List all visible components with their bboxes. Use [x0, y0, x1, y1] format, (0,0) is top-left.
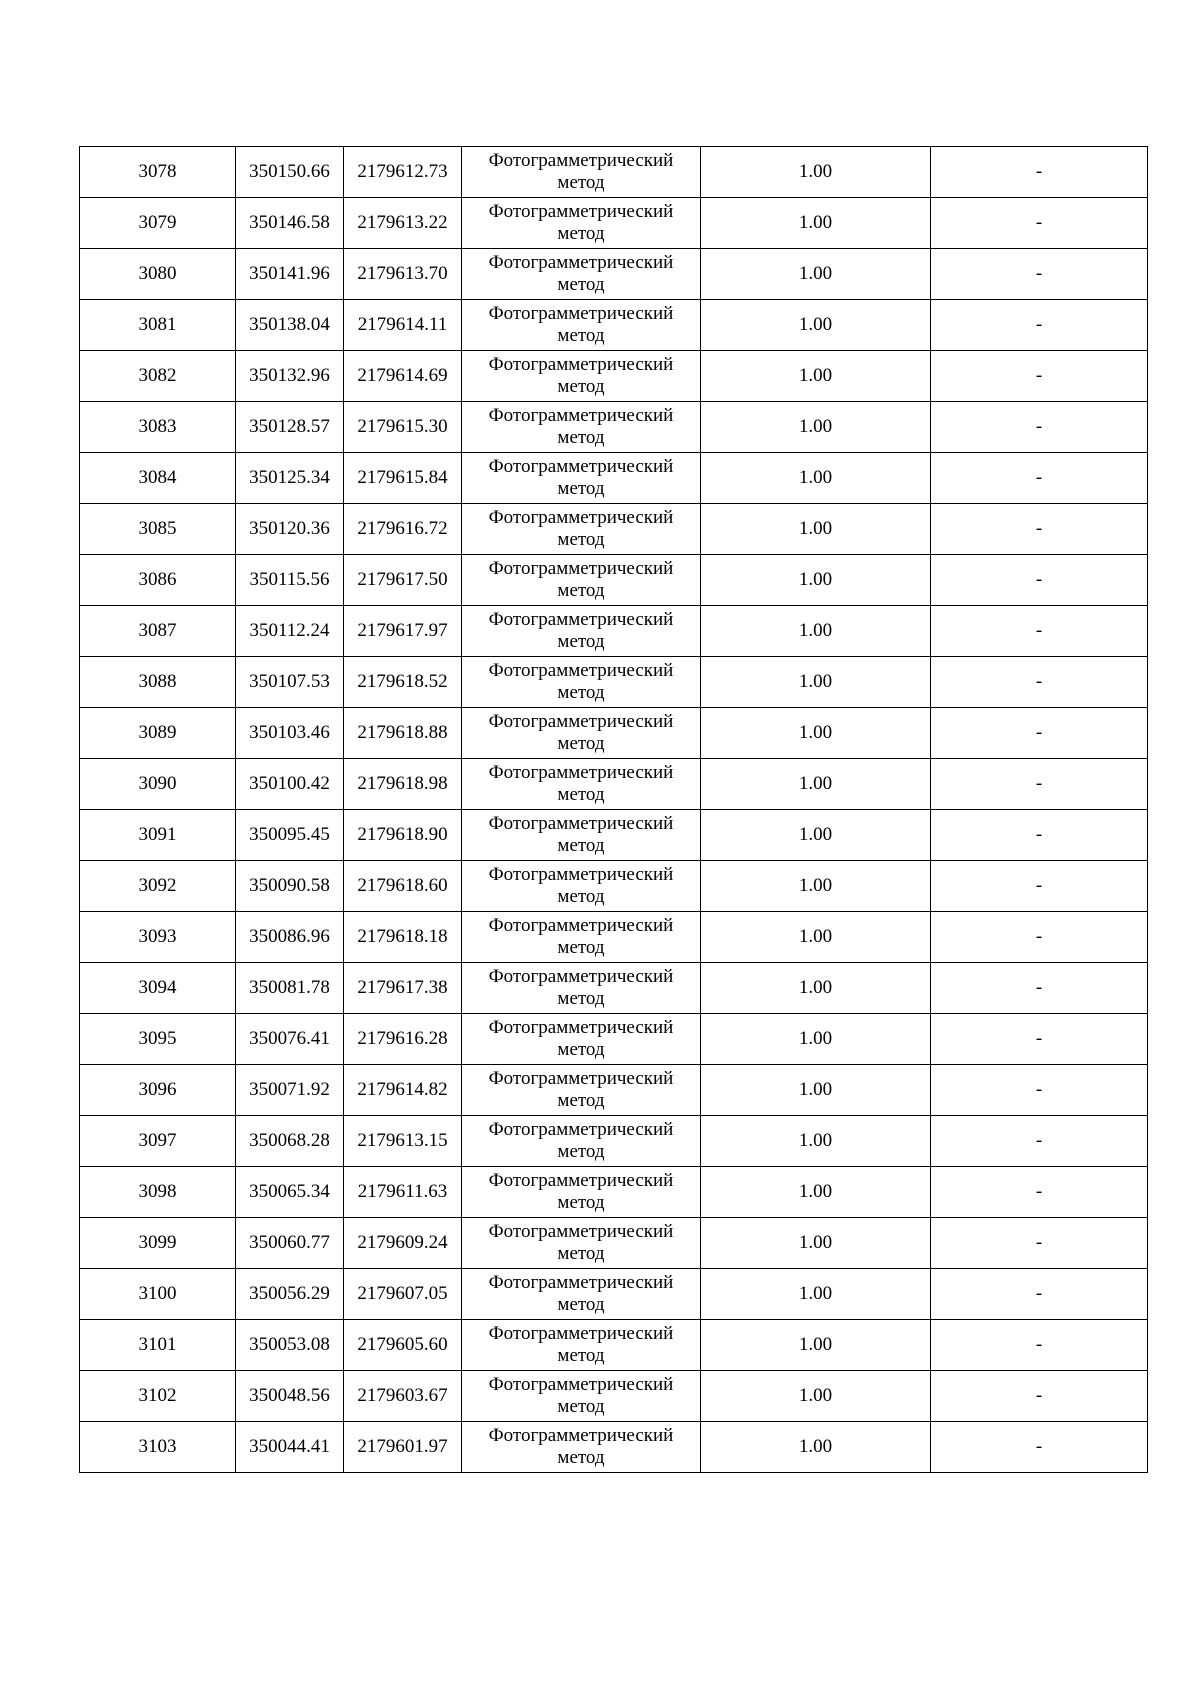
y-coordinate-cell: 2179607.05 [344, 1269, 462, 1320]
accuracy-cell: 1.00 [701, 912, 931, 963]
table-row [80, 453, 1148, 504]
note-cell: - [931, 198, 1148, 249]
point-number-cell: 3089 [80, 708, 236, 759]
method-line-2: метод [557, 733, 605, 754]
table-row [80, 198, 1148, 249]
point-number-cell: 3080 [80, 249, 236, 300]
note-cell: - [931, 963, 1148, 1014]
accuracy-cell: 1.00 [701, 759, 931, 810]
point-number-cell: 3096 [80, 1065, 236, 1116]
point-number-cell: 3082 [80, 351, 236, 402]
note-cell: - [931, 1422, 1148, 1473]
x-coordinate-cell: 350065.34 [236, 1167, 344, 1218]
method-line-2: метод [557, 835, 605, 856]
accuracy-cell: 1.00 [701, 657, 931, 708]
accuracy-cell: 1.00 [701, 1269, 931, 1320]
accuracy-cell: 1.00 [701, 1014, 931, 1065]
method-line-1: Фотограмметрический [488, 201, 674, 222]
x-coordinate-cell: 350141.96 [236, 249, 344, 300]
x-coordinate-cell: 350048.56 [236, 1371, 344, 1422]
table-row [80, 1371, 1148, 1422]
point-number-cell: 3083 [80, 402, 236, 453]
method-cell [462, 912, 701, 963]
note-cell: - [931, 1167, 1148, 1218]
method-cell [462, 1269, 701, 1320]
accuracy-cell: 1.00 [701, 1320, 931, 1371]
accuracy-cell: 1.00 [701, 300, 931, 351]
note-cell: - [931, 555, 1148, 606]
accuracy-cell: 1.00 [701, 555, 931, 606]
accuracy-cell: 1.00 [701, 1167, 931, 1218]
table-row [80, 708, 1148, 759]
method-cell [462, 606, 701, 657]
point-number-cell: 3093 [80, 912, 236, 963]
point-number-cell: 3091 [80, 810, 236, 861]
table-row [80, 606, 1148, 657]
point-number-cell: 3100 [80, 1269, 236, 1320]
y-coordinate-cell: 2179609.24 [344, 1218, 462, 1269]
note-cell: - [931, 504, 1148, 555]
method-line-1: Фотограмметрический [488, 711, 674, 732]
method-line-1: Фотограмметрический [488, 1068, 674, 1089]
note-cell: - [931, 810, 1148, 861]
note-cell: - [931, 453, 1148, 504]
accuracy-cell: 1.00 [701, 453, 931, 504]
method-line-1: Фотограмметрический [488, 252, 674, 273]
method-cell [462, 453, 701, 504]
point-number-cell: 3085 [80, 504, 236, 555]
point-number-cell: 3097 [80, 1116, 236, 1167]
method-line-1: Фотограмметрический [488, 660, 674, 681]
table-row [80, 1116, 1148, 1167]
method-cell [462, 402, 701, 453]
x-coordinate-cell: 350132.96 [236, 351, 344, 402]
y-coordinate-cell: 2179618.98 [344, 759, 462, 810]
method-line-2: метод [557, 1039, 605, 1060]
method-cell [462, 147, 701, 198]
method-cell [462, 963, 701, 1014]
x-coordinate-cell: 350100.42 [236, 759, 344, 810]
point-number-cell: 3094 [80, 963, 236, 1014]
accuracy-cell: 1.00 [701, 810, 931, 861]
y-coordinate-cell: 2179613.70 [344, 249, 462, 300]
note-cell: - [931, 351, 1148, 402]
method-line-2: метод [557, 223, 605, 244]
x-coordinate-cell: 350125.34 [236, 453, 344, 504]
y-coordinate-cell: 2179615.30 [344, 402, 462, 453]
x-coordinate-cell: 350150.66 [236, 147, 344, 198]
method-line-2: метод [557, 529, 605, 550]
point-number-cell: 3103 [80, 1422, 236, 1473]
x-coordinate-cell: 350107.53 [236, 657, 344, 708]
method-cell [462, 708, 701, 759]
method-line-1: Фотограмметрический [488, 1323, 674, 1344]
method-line-2: метод [557, 1396, 605, 1417]
method-line-1: Фотограмметрический [488, 558, 674, 579]
y-coordinate-cell: 2179613.22 [344, 198, 462, 249]
method-line-1: Фотограмметрический [488, 915, 674, 936]
note-cell: - [931, 1065, 1148, 1116]
y-coordinate-cell: 2179618.52 [344, 657, 462, 708]
note-cell: - [931, 300, 1148, 351]
note-cell: - [931, 147, 1148, 198]
method-line-2: метод [557, 1345, 605, 1366]
accuracy-cell: 1.00 [701, 1218, 931, 1269]
point-number-cell: 3090 [80, 759, 236, 810]
coordinates-table-body [80, 147, 1148, 1473]
point-number-cell: 3084 [80, 453, 236, 504]
method-line-1: Фотограмметрический [488, 456, 674, 477]
point-number-cell: 3099 [80, 1218, 236, 1269]
method-line-2: метод [557, 988, 605, 1009]
table-row [80, 504, 1148, 555]
x-coordinate-cell: 350146.58 [236, 198, 344, 249]
method-line-1: Фотограмметрический [488, 966, 674, 987]
method-cell [462, 1014, 701, 1065]
method-line-1: Фотограмметрический [488, 813, 674, 834]
table-row [80, 1014, 1148, 1065]
method-cell [462, 198, 701, 249]
method-cell [462, 504, 701, 555]
y-coordinate-cell: 2179618.88 [344, 708, 462, 759]
point-number-cell: 3086 [80, 555, 236, 606]
y-coordinate-cell: 2179615.84 [344, 453, 462, 504]
method-line-2: метод [557, 1447, 605, 1468]
accuracy-cell: 1.00 [701, 963, 931, 1014]
note-cell: - [931, 1014, 1148, 1065]
x-coordinate-cell: 350095.45 [236, 810, 344, 861]
method-cell [462, 861, 701, 912]
x-coordinate-cell: 350086.96 [236, 912, 344, 963]
y-coordinate-cell: 2179616.72 [344, 504, 462, 555]
table-row [80, 249, 1148, 300]
method-line-1: Фотограмметрический [488, 150, 674, 171]
x-coordinate-cell: 350044.41 [236, 1422, 344, 1473]
note-cell: - [931, 861, 1148, 912]
method-line-1: Фотограмметрический [488, 1170, 674, 1191]
note-cell: - [931, 606, 1148, 657]
note-cell: - [931, 912, 1148, 963]
y-coordinate-cell: 2179618.60 [344, 861, 462, 912]
table-row [80, 1167, 1148, 1218]
method-line-2: метод [557, 937, 605, 958]
table-row [80, 1320, 1148, 1371]
table-row [80, 1065, 1148, 1116]
point-number-cell: 3102 [80, 1371, 236, 1422]
method-line-2: метод [557, 427, 605, 448]
point-number-cell: 3098 [80, 1167, 236, 1218]
method-line-1: Фотограмметрический [488, 1425, 674, 1446]
point-number-cell: 3081 [80, 300, 236, 351]
point-number-cell: 3095 [80, 1014, 236, 1065]
accuracy-cell: 1.00 [701, 147, 931, 198]
table-row [80, 147, 1148, 198]
method-line-1: Фотограмметрический [488, 303, 674, 324]
method-line-2: метод [557, 325, 605, 346]
method-cell [462, 1371, 701, 1422]
method-cell [462, 1218, 701, 1269]
x-coordinate-cell: 350128.57 [236, 402, 344, 453]
note-cell: - [931, 1269, 1148, 1320]
coordinates-table [79, 146, 1148, 1473]
method-line-1: Фотограмметрический [488, 405, 674, 426]
point-number-cell: 3088 [80, 657, 236, 708]
method-line-2: метод [557, 1192, 605, 1213]
x-coordinate-cell: 350103.46 [236, 708, 344, 759]
y-coordinate-cell: 2179601.97 [344, 1422, 462, 1473]
table-row [80, 759, 1148, 810]
x-coordinate-cell: 350090.58 [236, 861, 344, 912]
method-cell [462, 657, 701, 708]
method-cell [462, 1167, 701, 1218]
x-coordinate-cell: 350115.56 [236, 555, 344, 606]
accuracy-cell: 1.00 [701, 861, 931, 912]
method-line-2: метод [557, 1294, 605, 1315]
method-line-2: метод [557, 376, 605, 397]
x-coordinate-cell: 350053.08 [236, 1320, 344, 1371]
method-line-1: Фотограмметрический [488, 507, 674, 528]
point-number-cell: 3079 [80, 198, 236, 249]
point-number-cell: 3087 [80, 606, 236, 657]
accuracy-cell: 1.00 [701, 198, 931, 249]
method-cell [462, 1422, 701, 1473]
x-coordinate-cell: 350120.36 [236, 504, 344, 555]
method-cell [462, 351, 701, 402]
method-line-2: метод [557, 631, 605, 652]
x-coordinate-cell: 350081.78 [236, 963, 344, 1014]
method-line-1: Фотограмметрический [488, 1017, 674, 1038]
method-line-2: метод [557, 682, 605, 703]
y-coordinate-cell: 2179603.67 [344, 1371, 462, 1422]
y-coordinate-cell: 2179617.50 [344, 555, 462, 606]
note-cell: - [931, 1218, 1148, 1269]
y-coordinate-cell: 2179614.11 [344, 300, 462, 351]
x-coordinate-cell: 350112.24 [236, 606, 344, 657]
x-coordinate-cell: 350056.29 [236, 1269, 344, 1320]
y-coordinate-cell: 2179616.28 [344, 1014, 462, 1065]
note-cell: - [931, 1371, 1148, 1422]
accuracy-cell: 1.00 [701, 504, 931, 555]
y-coordinate-cell: 2179617.38 [344, 963, 462, 1014]
y-coordinate-cell: 2179617.97 [344, 606, 462, 657]
note-cell: - [931, 759, 1148, 810]
point-number-cell: 3078 [80, 147, 236, 198]
method-line-1: Фотограмметрический [488, 1119, 674, 1140]
y-coordinate-cell: 2179618.90 [344, 810, 462, 861]
method-cell [462, 1065, 701, 1116]
x-coordinate-cell: 350060.77 [236, 1218, 344, 1269]
y-coordinate-cell: 2179612.73 [344, 147, 462, 198]
y-coordinate-cell: 2179618.18 [344, 912, 462, 963]
accuracy-cell: 1.00 [701, 1371, 931, 1422]
method-line-2: метод [557, 1243, 605, 1264]
method-cell [462, 300, 701, 351]
y-coordinate-cell: 2179611.63 [344, 1167, 462, 1218]
x-coordinate-cell: 350076.41 [236, 1014, 344, 1065]
table-row [80, 402, 1148, 453]
method-line-1: Фотограмметрический [488, 864, 674, 885]
accuracy-cell: 1.00 [701, 1065, 931, 1116]
method-line-1: Фотограмметрический [488, 354, 674, 375]
accuracy-cell: 1.00 [701, 1422, 931, 1473]
x-coordinate-cell: 350138.04 [236, 300, 344, 351]
method-cell [462, 555, 701, 606]
method-cell [462, 810, 701, 861]
table-row [80, 555, 1148, 606]
table-row [80, 300, 1148, 351]
table-row [80, 657, 1148, 708]
method-line-1: Фотограмметрический [488, 1221, 674, 1242]
method-cell [462, 249, 701, 300]
method-line-1: Фотограмметрический [488, 609, 674, 630]
table-row [80, 861, 1148, 912]
x-coordinate-cell: 350071.92 [236, 1065, 344, 1116]
method-line-2: метод [557, 1141, 605, 1162]
accuracy-cell: 1.00 [701, 351, 931, 402]
note-cell: - [931, 1116, 1148, 1167]
note-cell: - [931, 249, 1148, 300]
method-line-1: Фотограмметрический [488, 762, 674, 783]
method-line-2: метод [557, 580, 605, 601]
note-cell: - [931, 657, 1148, 708]
y-coordinate-cell: 2179614.69 [344, 351, 462, 402]
table-row [80, 1422, 1148, 1473]
x-coordinate-cell: 350068.28 [236, 1116, 344, 1167]
accuracy-cell: 1.00 [701, 1116, 931, 1167]
table-row [80, 351, 1148, 402]
accuracy-cell: 1.00 [701, 606, 931, 657]
note-cell: - [931, 1320, 1148, 1371]
method-line-1: Фотограмметрический [488, 1272, 674, 1293]
note-cell: - [931, 708, 1148, 759]
table-row [80, 912, 1148, 963]
table-row [80, 1269, 1148, 1320]
method-line-2: метод [557, 1090, 605, 1111]
method-line-2: метод [557, 784, 605, 805]
table-row [80, 1218, 1148, 1269]
accuracy-cell: 1.00 [701, 402, 931, 453]
y-coordinate-cell: 2179605.60 [344, 1320, 462, 1371]
y-coordinate-cell: 2179614.82 [344, 1065, 462, 1116]
method-line-2: метод [557, 478, 605, 499]
point-number-cell: 3092 [80, 861, 236, 912]
note-cell: - [931, 402, 1148, 453]
y-coordinate-cell: 2179613.15 [344, 1116, 462, 1167]
method-line-2: метод [557, 172, 605, 193]
method-cell [462, 759, 701, 810]
method-cell [462, 1320, 701, 1371]
method-line-2: метод [557, 274, 605, 295]
method-cell [462, 1116, 701, 1167]
table-row [80, 963, 1148, 1014]
method-line-2: метод [557, 886, 605, 907]
point-number-cell: 3101 [80, 1320, 236, 1371]
accuracy-cell: 1.00 [701, 708, 931, 759]
method-line-1: Фотограмметрический [488, 1374, 674, 1395]
table-row [80, 810, 1148, 861]
accuracy-cell: 1.00 [701, 249, 931, 300]
